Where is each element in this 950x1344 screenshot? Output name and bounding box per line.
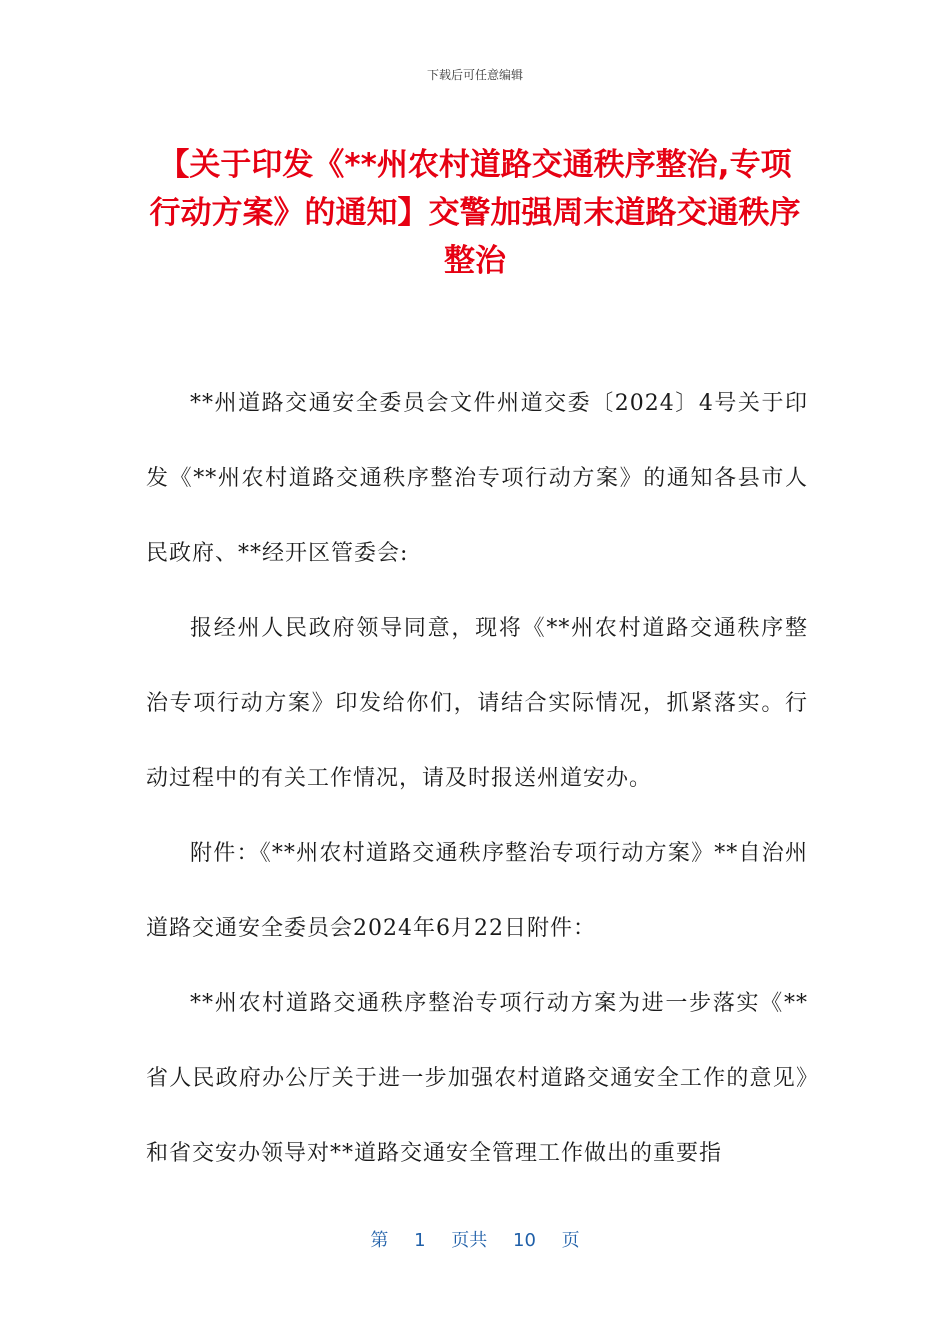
header-note: 下载后可任意编辑 bbox=[426, 68, 523, 82]
paragraph-4: **州农村道路交通秩序整治专项行动方案为进一步落实《**省人民政府办公厅关于进一步加强农村道路交通安全工作的意见》和省交安办领导对**道路交通安全管理工作做出的重要指 bbox=[146, 991, 808, 1166]
footer-page-suffix: 页 bbox=[561, 1230, 580, 1251]
footer-page-middle: 页共 bbox=[451, 1230, 488, 1251]
footer-page-number: 1 bbox=[414, 1230, 426, 1251]
page-footer bbox=[0, 1226, 950, 1252]
document-body bbox=[146, 366, 808, 1191]
paragraph-1: **州道路交通安全委员会文件州道交委〔2024〕4号关于印发《**州农村道路交通秩序整治专项行动方案》的通知各县市人民政府、**经开区管委会: bbox=[146, 391, 808, 566]
document-title: 【关于印发《**州农村道路交通秩序整治,专项行动方案》的通知】交警加强周末道路交通秩序整治 bbox=[149, 147, 801, 279]
paragraph-2: 报经州人民政府领导同意，现将《**州农村道路交通秩序整治专项行动方案》印发给你们，请结合实际情况，抓紧落实。行动过程中的有关工作情况，请及时报送州道安办。 bbox=[146, 616, 808, 791]
paragraph-3: 附件：《**州农村道路交通秩序整治专项行动方案》**自治州道路交通安全委员会2024年6月22日附件： bbox=[146, 841, 808, 941]
footer-page-prefix: 第 bbox=[370, 1230, 389, 1251]
footer-total-pages: 10 bbox=[513, 1230, 536, 1251]
